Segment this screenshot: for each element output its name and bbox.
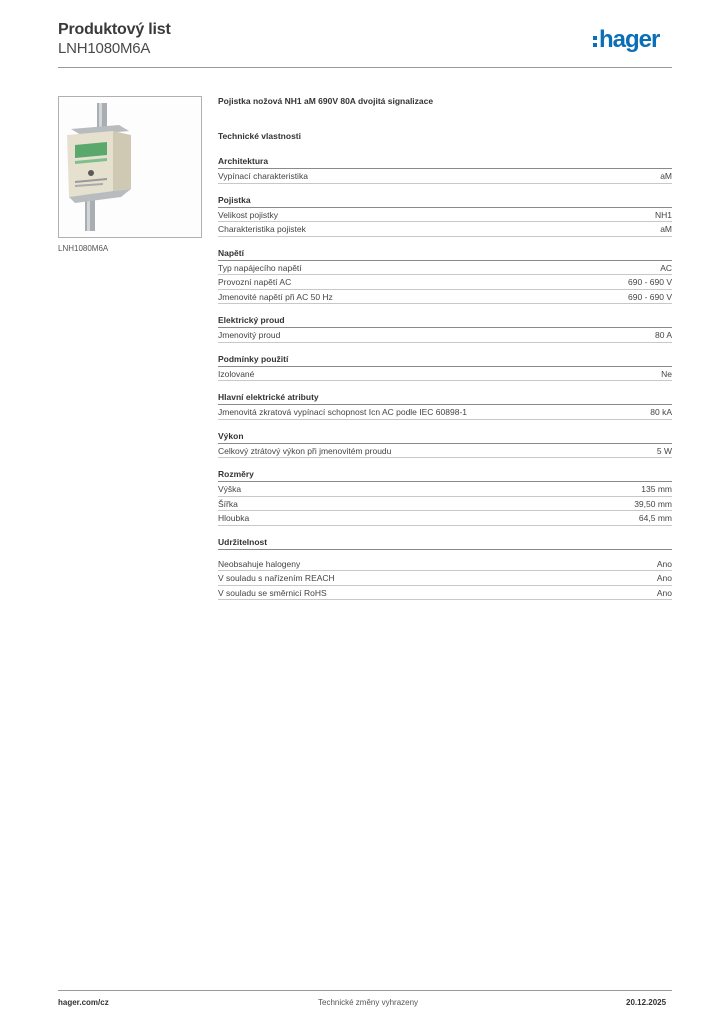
spec-section-power <box>218 430 672 459</box>
section-title: Výkon <box>218 430 672 444</box>
spec-row <box>218 222 672 237</box>
spec-value: 80 A <box>654 330 672 340</box>
spec-row <box>218 444 672 459</box>
spec-value: aM <box>660 171 672 181</box>
spec-label: Izolované <box>218 368 255 379</box>
spec-row <box>218 275 672 290</box>
spec-label: Jmenovité napětí při AC 50 Hz <box>218 291 333 302</box>
section-title: Napětí <box>218 247 672 261</box>
spec-value: Ano <box>656 573 672 583</box>
section-title: Architektura <box>218 155 672 169</box>
footer-website-link[interactable]: hager.com/cz <box>58 998 109 1007</box>
spec-value: Ne <box>661 368 672 379</box>
section-title: Hlavní elektrické atributy <box>218 391 672 405</box>
spec-label: Velikost pojistky <box>218 209 278 220</box>
spec-label: Výška <box>218 484 242 494</box>
spec-section-sustainability <box>218 536 672 601</box>
spec-value: 80 kA <box>650 407 672 417</box>
spec-label: Vypínací charakteristika <box>218 171 308 181</box>
footer-divider <box>58 990 672 991</box>
product-code: LNH1080M6A <box>58 40 151 57</box>
section-title: Udržitelnost <box>218 536 672 550</box>
spec-value: Ano <box>656 558 672 569</box>
spec-label: Provozní napětí AC <box>218 277 292 287</box>
spec-value: 135 mm <box>641 484 672 494</box>
logo-dots-icon <box>593 28 597 50</box>
spec-section-voltage <box>218 247 672 305</box>
footer-notice: Technické změny vyhrazeny <box>318 998 419 1007</box>
spec-section-dimensions <box>218 468 672 526</box>
spec-section-architecture <box>218 155 672 184</box>
spec-label: Typ napájecího napětí <box>218 262 302 273</box>
footer-date: 20.12.2025 <box>626 998 667 1007</box>
spec-section-conditions <box>218 353 672 382</box>
spec-section-current <box>218 314 672 343</box>
spec-section-fuse <box>218 194 672 237</box>
hager-logo <box>593 28 659 58</box>
section-title: Rozměry <box>218 468 672 482</box>
spec-section-electrical <box>218 391 672 420</box>
spec-row <box>218 328 672 343</box>
spec-row <box>218 557 672 572</box>
spec-value: AC <box>660 262 672 273</box>
section-title: Podmínky použití <box>218 353 672 367</box>
spec-row <box>218 290 672 305</box>
spec-value: 690 - 690 V <box>628 291 672 302</box>
logo-text: hager <box>599 26 660 53</box>
product-description: Pojistka nožová NH1 aM 690V 80A dvojitá signalizace <box>218 96 434 106</box>
spec-row <box>218 482 672 497</box>
technical-properties-heading: Technické vlastnosti <box>218 131 301 141</box>
spec-label: Charakteristika pojistek <box>218 224 306 234</box>
page-title: Produktový list <box>58 21 171 38</box>
spec-label: Jmenovitá zkratová vypínací schopnost Icn AC podle IEC 60898-1 <box>218 407 467 417</box>
product-image <box>58 96 202 238</box>
spec-value: 690 - 690 V <box>628 277 672 287</box>
spec-label: Jmenovitý proud <box>218 330 281 340</box>
spec-label: Hloubka <box>218 513 250 523</box>
header-divider <box>58 67 672 68</box>
spec-value: 64,5 mm <box>638 513 672 523</box>
nh-fuse-icon <box>59 97 201 237</box>
spec-label: Neobsahuje halogeny <box>218 558 301 569</box>
spec-row <box>218 405 672 420</box>
spec-row <box>218 208 672 223</box>
spec-row <box>218 511 672 526</box>
spec-row <box>218 261 672 276</box>
spec-table <box>218 155 672 610</box>
spec-value: aM <box>660 224 672 234</box>
spec-value: Ano <box>656 587 672 598</box>
section-title: Elektrický proud <box>218 314 672 328</box>
spec-label: Šířka <box>218 498 238 509</box>
section-title: Pojistka <box>218 194 672 208</box>
product-image-caption: LNH1080M6A <box>58 244 109 253</box>
spec-row <box>218 571 672 586</box>
spec-value: NH1 <box>654 209 672 220</box>
spec-row <box>218 169 672 184</box>
spec-row <box>218 586 672 601</box>
spec-row <box>218 367 672 382</box>
spec-label: V souladu se směrnicí RoHS <box>218 587 327 598</box>
spec-label: V souladu s nařízením REACH <box>218 573 335 583</box>
spec-value: 39,50 mm <box>634 498 672 509</box>
spec-row <box>218 497 672 512</box>
spec-value: 5 W <box>656 445 672 456</box>
spec-label: Celkový ztrátový výkon při jmenovitém proudu <box>218 445 392 456</box>
